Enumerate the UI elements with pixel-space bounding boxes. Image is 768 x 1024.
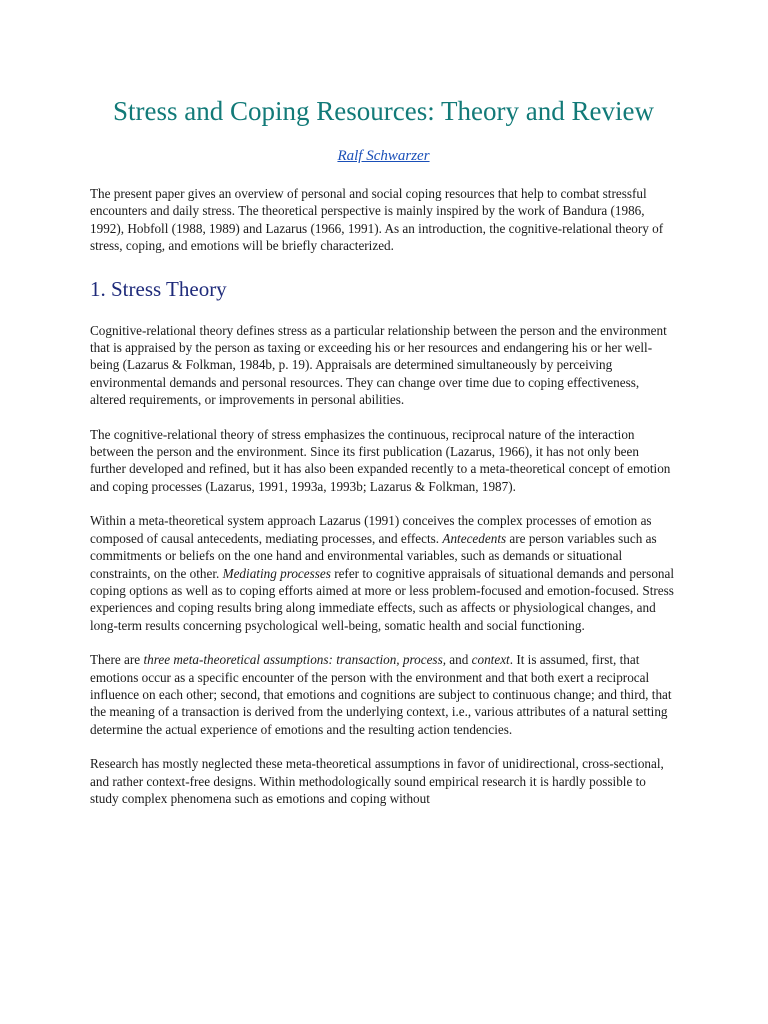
paragraph-4-text-a: There are [90, 652, 144, 668]
term-context: context [471, 652, 510, 668]
paragraph-3 [90, 512, 677, 634]
paragraph-4 [90, 651, 677, 738]
author-link[interactable]: Ralf Schwarzer [337, 148, 430, 164]
paragraph-2: The cognitive-relational theory of stress emphasizes the continuous, reciprocal nature of the interaction between the person and the environment. Since its first publication (Lazarus, 1966), it has not only been further developed and refined, but it has also been expanded recently to a meta-theoretical concept of emotion and coping processes (Lazarus, 1991, 1993a, 1993b; Lazarus & Folkman, 1987). [90, 426, 671, 494]
paragraph-3-text-b: are person variables such as commitments or beliefs on the one hand and environmental variables, such as demands or situational constraints, on the other. [90, 530, 657, 581]
term-mediating-processes: Mediating processes [222, 565, 331, 581]
paragraph-1: Cognitive-relational theory defines stress as a particular relationship between the person and the environment that is appraised by the person as taxing or exceeding his or her resources and endangering his or her well-being (Lazarus & Folkman, 1984b, p. 19). Appraisals are determined simultaneously by perceiving environmental demands and personal resources. They can change over time due to coping effectiveness, altered requirements, or improvements in personal abilities. [90, 322, 667, 408]
section-heading-stress-theory: 1. Stress Theory [90, 276, 227, 301]
paragraph-3-text-a: Within a meta-theoretical system approach Lazarus (1991) conceives the complex processes of emotion as composed of causal antecedents, mediating processes, and effects. [90, 513, 652, 546]
term-antecedents: Antecedents [442, 530, 507, 546]
paragraph-5: Research has mostly neglected these meta-theoretical assumptions in favor of unidirectional, cross-sectional, and rather context-free designs. Within methodologically sound empirical research it is hardly possible to study complex phenomena such as emotions and coping without [90, 756, 664, 806]
term-assumptions: three meta-theoretical assumptions: transaction, process, [143, 652, 446, 668]
document-title: Stress and Coping Resources: Theory and Review [113, 96, 654, 126]
paragraph-4-text-c: . It is assumed, first, that emotions occur as a specific encounter of the person with the environment and that both exert a reciprocal influence on each other; second, that emotions and cognitions are subject to continuous change; and third, that the meaning of a transaction is derived from the underlying context, i.e., various attributes of a natural setting determine the actual experience of emotions and the resulting action tendencies. [90, 652, 672, 737]
author-line [90, 147, 677, 165]
paragraph-4-text-b: and [446, 652, 472, 668]
intro-paragraph: The present paper gives an overview of personal and social coping resources that help to combat stressful encounters and daily stress. The theoretical perspective is mainly inspired by the work of Bandura (1986, 1992), Hobfoll (1988, 1989) and Lazarus (1966, 1991). As an introduction, the cognitive-relational theory of stress, coping, and emotions will be briefly characterized. [90, 186, 664, 254]
paragraph-3-text-c: refer to cognitive appraisals of situational demands and personal coping options as well as to coping efforts aimed at more or less problem-focused and emotion-focused. Stress experiences and coping results bring along immediate effects, such as affects or physiological changes, and long-term results concerning psychological well-being, somatic health and social functioning. [90, 565, 675, 633]
